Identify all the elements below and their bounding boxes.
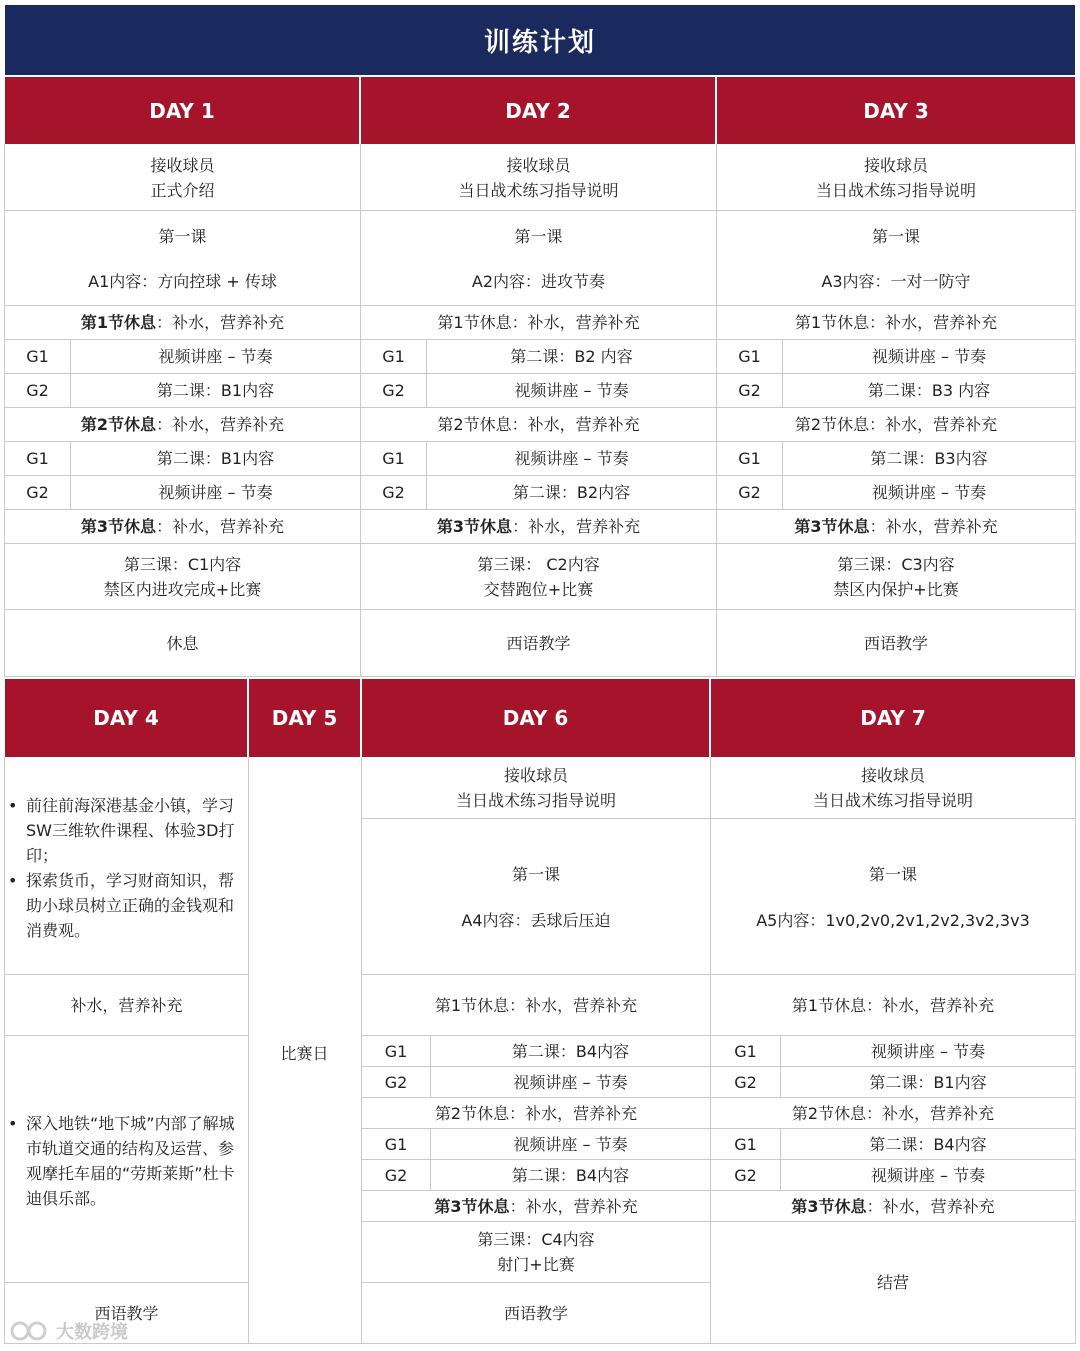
day3-lesson3: 第三课：C3内容 禁区内保护+比赛 xyxy=(833,554,959,599)
day7-g1-label: G1 xyxy=(734,1041,757,1061)
list-item: • 前往前海深港基金小镇，学习SW三维软件课程、体验3D打印； xyxy=(6,793,244,868)
day7-receive: 接收球员 当日战术练习指导说明 xyxy=(812,766,973,810)
day7-a-content: A5内容：1v0,2v0,2v1,2v2,3v2,3v3 xyxy=(756,910,1030,930)
day7-header: DAY 7 xyxy=(711,679,1075,757)
day3-g1-session: 视频讲座 – 节奏 xyxy=(871,347,987,366)
day7-break3: 第3节休息 ：补水，营养补充 xyxy=(791,1196,995,1216)
day7-g1-session: 视频讲座 – 节奏 xyxy=(870,1041,986,1061)
day3-g1-session-2: 第二课：B3内容 xyxy=(870,449,988,468)
day6-end: 西语教学 xyxy=(503,1303,568,1323)
day7-g2-label-2: G2 xyxy=(734,1165,757,1185)
day4-bullets-top xyxy=(6,793,244,943)
day2-break1: 第1节休息 ：补水，营养补充 xyxy=(437,313,640,332)
day1-a-content: A1内容：方向控球 + 传球 xyxy=(88,271,277,291)
day4-hydrate: 补水，营养补充 xyxy=(70,995,183,1015)
day6-g1-session-2: 视频讲座 – 节奏 xyxy=(513,1134,628,1154)
watermark-logo-icon xyxy=(10,1319,50,1343)
day4-header: DAY 4 xyxy=(5,679,247,757)
day1-g2-session: 第二课：B1内容 xyxy=(156,381,275,400)
day1-g2-label-2: G2 xyxy=(26,483,49,502)
day3-break2: 第2节休息 ：补水，营养补充 xyxy=(794,415,998,434)
day2-g2-label: G2 xyxy=(382,381,405,400)
day1-g2-label: G2 xyxy=(26,381,49,400)
day2-g1-session-2: 视频讲座 – 节奏 xyxy=(514,449,629,468)
page-title: 训练计划 xyxy=(5,5,1075,75)
day2-break3: 第3节休息 ：补水，营养补充 xyxy=(436,517,641,536)
day7-g1-session-2: 第二课：B4内容 xyxy=(869,1134,987,1154)
day1-g1-session-2: 第二课：B1内容 xyxy=(156,449,275,468)
day1-break2: 第2节休息 ：补水，营养补充 xyxy=(80,415,285,434)
day5-header: DAY 5 xyxy=(249,679,360,757)
day6-g1-session: 第二课：B4内容 xyxy=(511,1041,630,1061)
day1-g1-label: G1 xyxy=(26,347,49,366)
day1-g2-session-2: 视频讲座 – 节奏 xyxy=(158,483,273,502)
day3-a-content: A3内容：一对一防守 xyxy=(821,271,971,291)
day5-match-day: 比赛日 xyxy=(280,1043,329,1063)
day1-header: DAY 1 xyxy=(5,77,359,144)
day7-g1-label-2: G1 xyxy=(734,1134,757,1154)
day2-break2: 第2节休息 ：补水，营养补充 xyxy=(437,415,640,434)
day3-g1-label-2: G1 xyxy=(738,449,761,468)
list-item: • 深入地铁“地下城”内部了解城市轨道交通的结构及运营、参观摩托车届的“劳斯莱斯”杜卡迪俱乐部。 xyxy=(6,1111,246,1211)
day3-header: DAY 3 xyxy=(717,77,1075,144)
day7-break2: 第2节休息 ：补水，营养补充 xyxy=(791,1103,995,1123)
day3-g2-label-2: G2 xyxy=(738,483,761,502)
watermark xyxy=(10,1316,128,1346)
day7-g2-session-2: 视频讲座 – 节奏 xyxy=(870,1165,986,1185)
day6-lesson3: 第三课：C4内容 射门+比赛 xyxy=(477,1230,595,1274)
day6-g2-label: G2 xyxy=(384,1072,408,1092)
day1-break1: 第1节休息 ：补水，营养补充 xyxy=(80,313,285,332)
day6-break1: 第1节休息 ：补水，营养补充 xyxy=(434,995,638,1015)
day2-receive: 接收球员 当日战术练习指导说明 xyxy=(458,155,619,200)
day3-g2-session-2: 视频讲座 – 节奏 xyxy=(871,483,987,502)
day2-g2-session-2: 第二课：B2内容 xyxy=(512,483,631,502)
day2-g1-label: G1 xyxy=(382,347,405,366)
day2-g1-label-2: G1 xyxy=(382,449,405,468)
day1-lesson3: 第三课：C1内容 禁区内进攻完成+比赛 xyxy=(103,554,262,599)
day6-header: DAY 6 xyxy=(362,679,709,757)
day3-g1-label: G1 xyxy=(738,347,761,366)
day2-end: 西语教学 xyxy=(506,633,571,653)
day7-end: 结营 xyxy=(876,1273,909,1292)
day7-g2-label: G2 xyxy=(734,1072,757,1092)
day2-g1-session: 第二课：B2 内容 xyxy=(510,347,633,366)
day2-g2-session: 视频讲座 – 节奏 xyxy=(514,381,629,400)
day6-break2: 第2节休息 ：补水，营养补充 xyxy=(434,1103,638,1123)
day3-receive: 接收球员 当日战术练习指导说明 xyxy=(815,155,976,200)
day3-break3: 第3节休息 ：补水，营养补充 xyxy=(794,517,998,536)
day4-bullets-bottom xyxy=(6,1111,246,1211)
day2-a-content: A2内容：进攻节奏 xyxy=(471,271,606,291)
day6-g1-label: G1 xyxy=(384,1041,408,1061)
day7-lesson1: 第一课 xyxy=(868,864,917,884)
day2-lesson3: 第三课： C2内容 交替跑位+比赛 xyxy=(477,554,600,599)
day4-end: 西语教学 xyxy=(94,1303,159,1323)
watermark-text: 大数跨境 xyxy=(56,1322,128,1343)
day6-receive: 接收球员 当日战术练习指导说明 xyxy=(455,766,616,810)
day6-g2-session-2: 第二课：B4内容 xyxy=(511,1165,630,1185)
day1-end: 休息 xyxy=(166,633,199,653)
day3-g2-label: G2 xyxy=(738,381,761,400)
day2-header: DAY 2 xyxy=(361,77,715,144)
day6-a-content: A4内容：丢球后压迫 xyxy=(461,910,611,930)
day1-lesson1: 第一课 xyxy=(158,226,207,246)
day1-g1-label-2: G1 xyxy=(26,449,49,468)
day3-break1: 第1节休息 ：补水，营养补充 xyxy=(794,313,998,332)
list-item: • 探索货币，学习财商知识，帮助小球员树立正确的金钱观和消费观。 xyxy=(6,868,244,943)
day1-g1-session: 视频讲座 – 节奏 xyxy=(158,347,273,366)
day6-g1-label-2: G1 xyxy=(384,1134,408,1154)
day3-g2-session: 第二课：B3 内容 xyxy=(867,381,991,400)
day6-break3: 第3节休息 ：补水，营养补充 xyxy=(434,1196,638,1216)
day2-g2-label-2: G2 xyxy=(382,483,405,502)
day3-lesson1: 第一课 xyxy=(871,226,920,246)
day7-g2-session: 第二课：B1内容 xyxy=(869,1072,987,1092)
day6-g2-session: 视频讲座 – 节奏 xyxy=(513,1072,628,1092)
day6-g2-label-2: G2 xyxy=(384,1165,408,1185)
day7-break1: 第1节休息 ：补水，营养补充 xyxy=(791,995,995,1015)
day1-break3: 第3节休息 ：补水，营养补充 xyxy=(80,517,285,536)
day1-receive: 接收球员 正式介绍 xyxy=(150,155,215,200)
day2-lesson1: 第一课 xyxy=(514,226,563,246)
day6-lesson1: 第一课 xyxy=(511,864,560,884)
day3-end: 西语教学 xyxy=(863,633,928,653)
